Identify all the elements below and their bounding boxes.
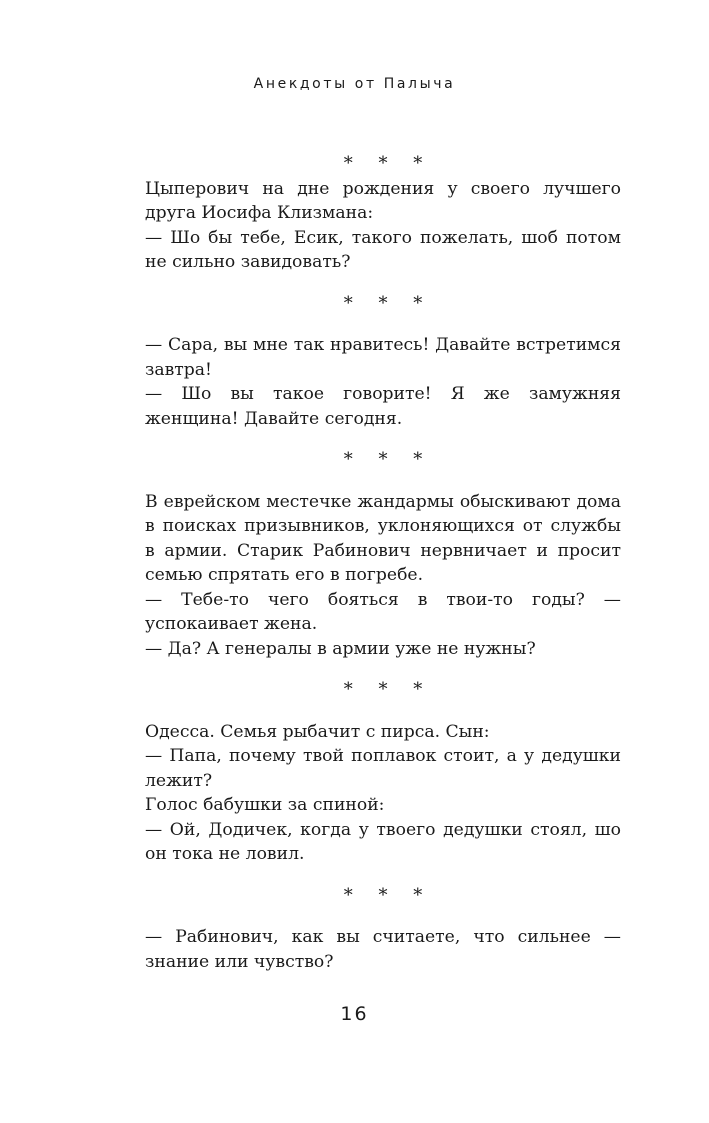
section-separator: * * * [343,884,433,906]
page-body [145,152,621,974]
joke-line: — Тебе-то чего бояться в твои-то годы? — успокаивает жена. [145,589,621,634]
joke-line: В еврейском местечке жандармы обыскивают дома в поисках призывников, уклоняющихся от службы в армии. Старик Рабинович нервничает и просит семью спрятать его в погребе. [145,491,621,585]
joke-line: — Шо вы такое говорите! Я же замужняя женщина! Давайте сегодня. [145,384,621,429]
section-separator: * * * [343,292,433,314]
joke [145,333,621,431]
running-head: Анекдоты от Палыча [253,76,456,92]
page-number: 16 [340,1003,369,1025]
joke-line: — Сара, вы мне так нравитесь! Давайте встретимся завтра! [145,335,621,380]
joke-line: Голос бабушки за спиной: [145,795,385,815]
joke [145,177,621,275]
joke [145,490,621,662]
joke-line: — Да? А генералы в армии уже не нужны? [145,638,536,659]
joke [145,720,621,867]
joke-line: Одесса. Семья рыбачит с пирса. Сын: [145,721,490,742]
joke-line: — Ой, Додичек, когда у твоего дедушки стоял, шо он тока не ловил. [145,819,621,864]
section-separator: * * * [343,449,433,470]
joke-line: — Рабинович, как вы считаете, что сильнее — знание или чувство? [145,927,621,972]
section-separator: * * * [343,153,433,174]
joke-line: — Папа, почему твой поплавок стоит, а у дедушки лежит? [145,746,621,791]
section-separator: * * * [343,679,433,700]
joke [145,925,621,974]
joke-line: Цыперович на дне рождения у своего лучшего друга Иосифа Клизмана: [145,178,621,223]
joke-line: — Шо бы тебе, Есик, такого пожелать, шоб потом не сильно завидовать? [145,227,621,272]
